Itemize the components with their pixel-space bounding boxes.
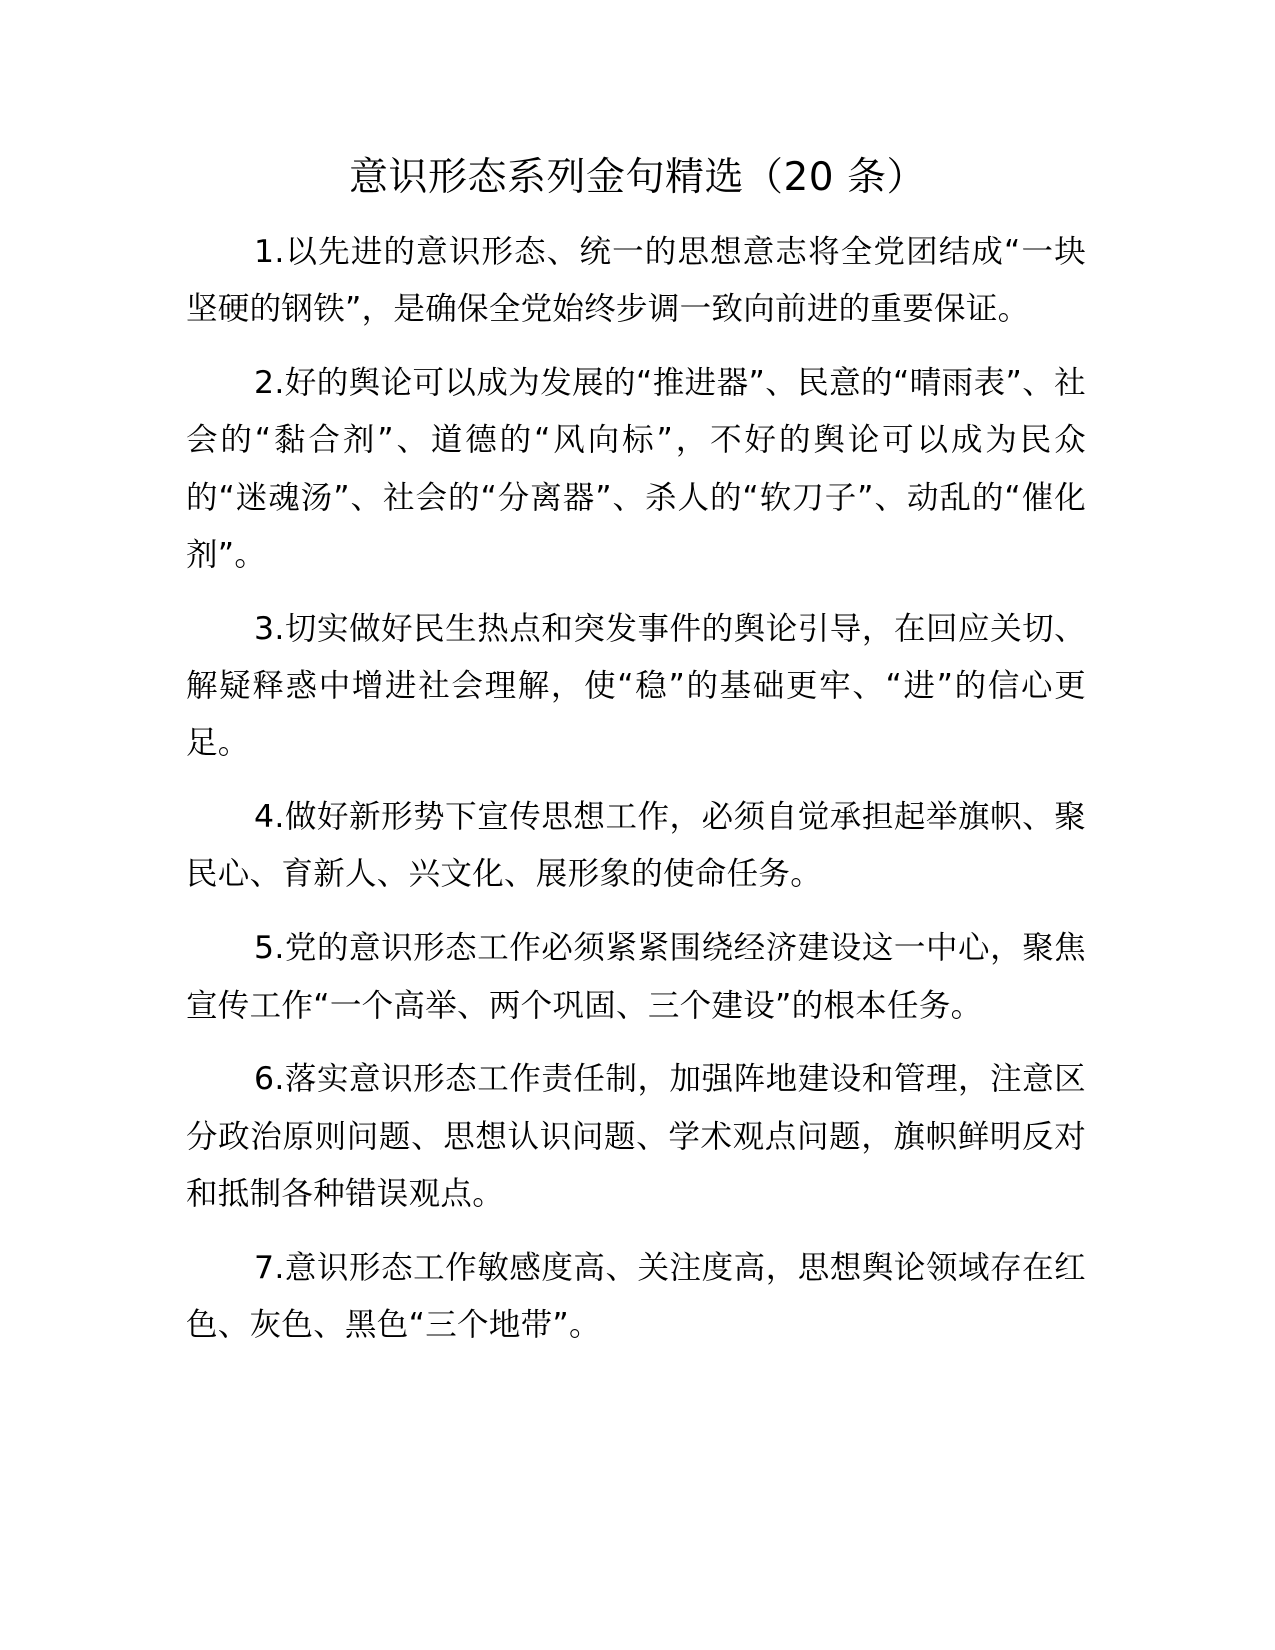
document-title: 意识形态系列金句精选（20 条）: [348, 155, 927, 200]
document-body: [186, 224, 1086, 1371]
paragraph-5: 5.党的意识形态工作必须紧紧围绕经济建设这一中心，聚焦宣传工作“一个高举、两个巩固、三个建设”的根本任务。: [186, 930, 1086, 1024]
paragraph-4: 4.做好新形势下宣传思想工作，必须自觉承担起举旗帜、聚民心、育新人、兴文化、展形象的使命任务。: [186, 799, 1086, 893]
paragraph-7: 7.意识形态工作敏感度高、关注度高，思想舆论领域存在红色、灰色、黑色“三个地带”。: [186, 1249, 1086, 1344]
paragraph-1: 1.以先进的意识形态、统一的思想意志将全党团结成“一块坚硬的钢铁”，是确保全党始终步调一致向前进的重要保证。: [186, 234, 1086, 328]
paragraph-6: 6.落实意识形态工作责任制，加强阵地建设和管理，注意区分政治原则问题、思想认识问题、学术观点问题，旗帜鲜明反对和抵制各种错误观点。: [186, 1061, 1086, 1212]
paragraph-2: 2.好的舆论可以成为发展的“推进器”、民意的“晴雨表”、社会的“黏合剂”、道德的“风向标”，不好的舆论可以成为民众的“迷魂汤”、社会的“分离器”、杀人的“软刀子”、动乱的“催化剂”。: [186, 365, 1086, 573]
paragraph-3: 3.切实做好民生热点和突发事件的舆论引导，在回应关切、解疑释惑中增进社会理解，使“稳”的基础更牢、“进”的信心更足。: [186, 610, 1086, 762]
